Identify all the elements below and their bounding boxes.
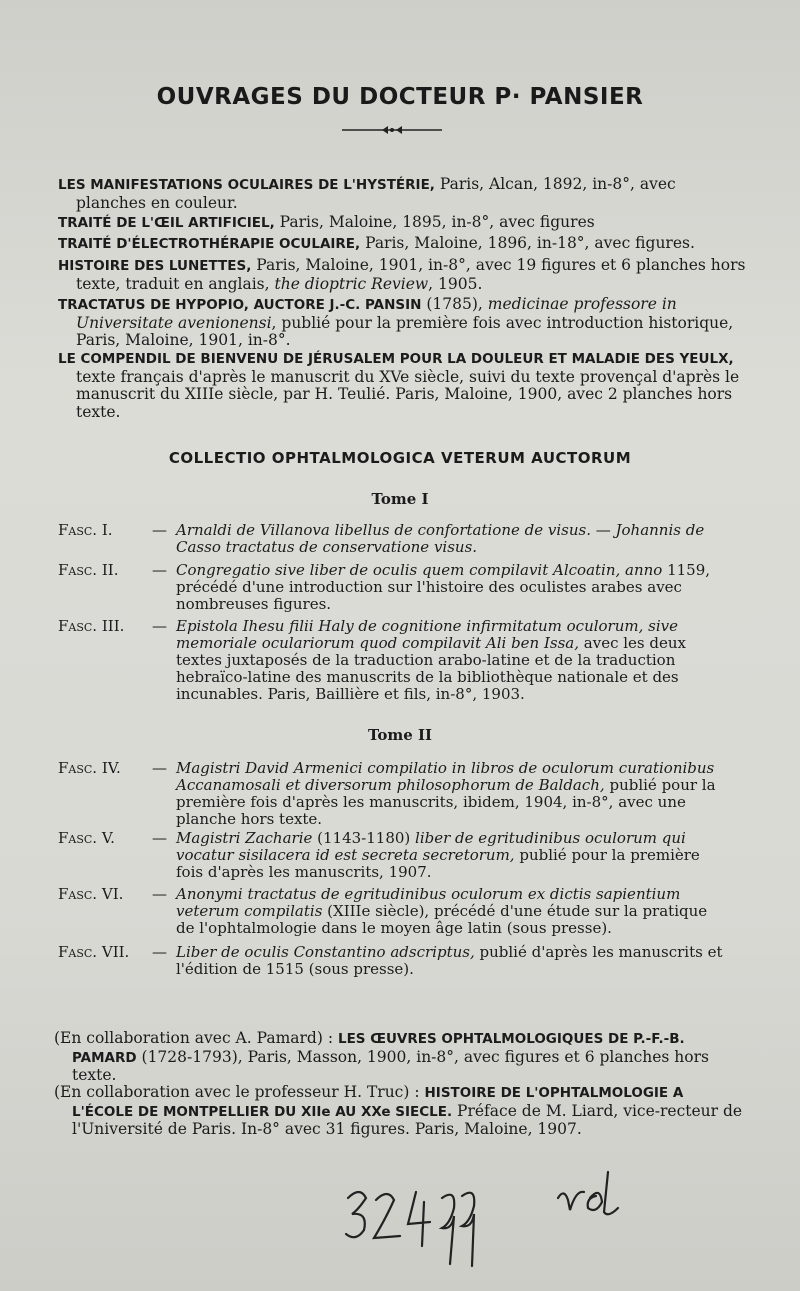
work-item: TRAITÉ D'ÉLECTROTHÉRAPIE OCULAIRE, Paris, Maloine, 1896, in-18°, avec figures.: [58, 234, 695, 252]
title-ornament: [342, 122, 442, 138]
work-item: TRACTATUS DE HYPOPIO, AUCTORE J.-C. PANSIN (1785), medicinae professore in Universitate avenionensi, publié pour la première fois avec introduction historique, Paris, Maloine, 1901, in-8°.: [58, 295, 734, 349]
page-title: OUVRAGES DU DOCTEUR P· PANSIER: [156, 84, 644, 110]
work-item: TRAITÉ DE L'ŒIL ARTIFICIEL, Paris, Maloine, 1895, in-8°, avec figures: [58, 213, 595, 231]
fascicle-item: Fasc. V. — Magistri Zacharie (1143-1180) liber de egritudinibus oculorum qui vocatur sisilacera id est secreta secretorum, publié pour la première fois d'après les manuscrits, 1907.: [58, 829, 700, 881]
collab-item: (En collaboration avec le professeur H. Truc) : HISTOIRE DE L'OPHTALMOLOGIE A L'ÉCOLE DE MONTPELLIER DU XIIe AU XXe SIECLE. Préface de M. Liard, vice-recteur de l'Université de Paris. In-8° avec 31 figures. Paris, Maloine, 1907.: [54, 1083, 743, 1138]
fascicle-item: Fasc. II. — Congregatio sive liber de oculis quem compilavit Alcoatin, anno 1159, précédé d'une introduction sur l'histoire des oculistes arabes avec nombreuses figures.: [58, 561, 711, 613]
work-item: LES MANIFESTATIONS OCULAIRES DE L'HYSTÉRIE, Paris, Alcan, 1892, in-8°, avec planches en couleur.: [58, 175, 676, 212]
collab-item: (En collaboration avec A. Pamard) : LES ŒUVRES OPHTALMOLOGIQUES DE P.-F.-B. PAMARD (1728-1793), Paris, Masson, 1900, in-8°, avec figures et 6 planches hors texte.: [54, 1029, 709, 1084]
fascicle-item: Fasc. VI. — Anonymi tractatus de egritudinibus oculorum ex dictis sapientium veterum compilatis (XIIIe siècle), précédé d'une étude sur la pratique de l'ophtalmologie dans le moyen âge latin (sous presse).: [58, 885, 708, 937]
tome-1-heading: Tome I: [371, 490, 429, 508]
work-item: LE COMPENDIL DE BIENVENU DE JÉRUSALEM POUR LA DOULEUR ET MALADIE DES YEULX, texte français d'après le manuscrit du XVe siècle, suivi du texte provençal d'après le manuscrit du XIIIe siècle, par H. Teulié. Paris, Maloine, 1900, avec 2 planches hors texte.: [58, 351, 740, 421]
fascicle-item: Fasc. I. — Arnaldi de Villanova libellus de confortatione de visus. — Johannis de Casso tractatus de conservatione visus.: [58, 521, 705, 556]
work-item: HISTOIRE DES LUNETTES, Paris, Maloine, 1901, in-8°, avec 19 figures et 6 planches hors texte, traduit en anglais, the dioptric Review, 1905.: [58, 256, 746, 293]
handwritten-shelf-mark: [338, 1168, 638, 1278]
fascicle-item: Fasc. VII. — Liber de oculis Constantino adscriptus, publié d'après les manuscrits et l'édition de 1515 (sous presse).: [58, 943, 723, 978]
collection-title: COLLECTIO OPHTALMOLOGICA VETERUM AUCTORUM: [168, 449, 632, 467]
fascicle-item: Fasc. III. — Epistola Ihesu filii Haly de cognitione infirmitatum oculorum, sive memoriale oculariorum quod compilavit Ali ben Issa, avec les deux textes juxtaposés de la traduction arabo-latine et de la traduction hebraïco-latine des manuscrits de la bibliothèque nationale et des incunables. Paris, Baillière et fils, in-8°, 1903.: [58, 617, 687, 703]
fascicle-item: Fasc. IV. — Magistri David Armenici compilatio in libros de oculorum curationibus Accanamosali et diversorum philosophorum de Baldach, publié pour la première fois d'après les manuscrits, ibidem, 1904, in-8°, avec une planche hors texte.: [58, 759, 716, 828]
tome-2-heading: Tome II: [367, 726, 433, 744]
